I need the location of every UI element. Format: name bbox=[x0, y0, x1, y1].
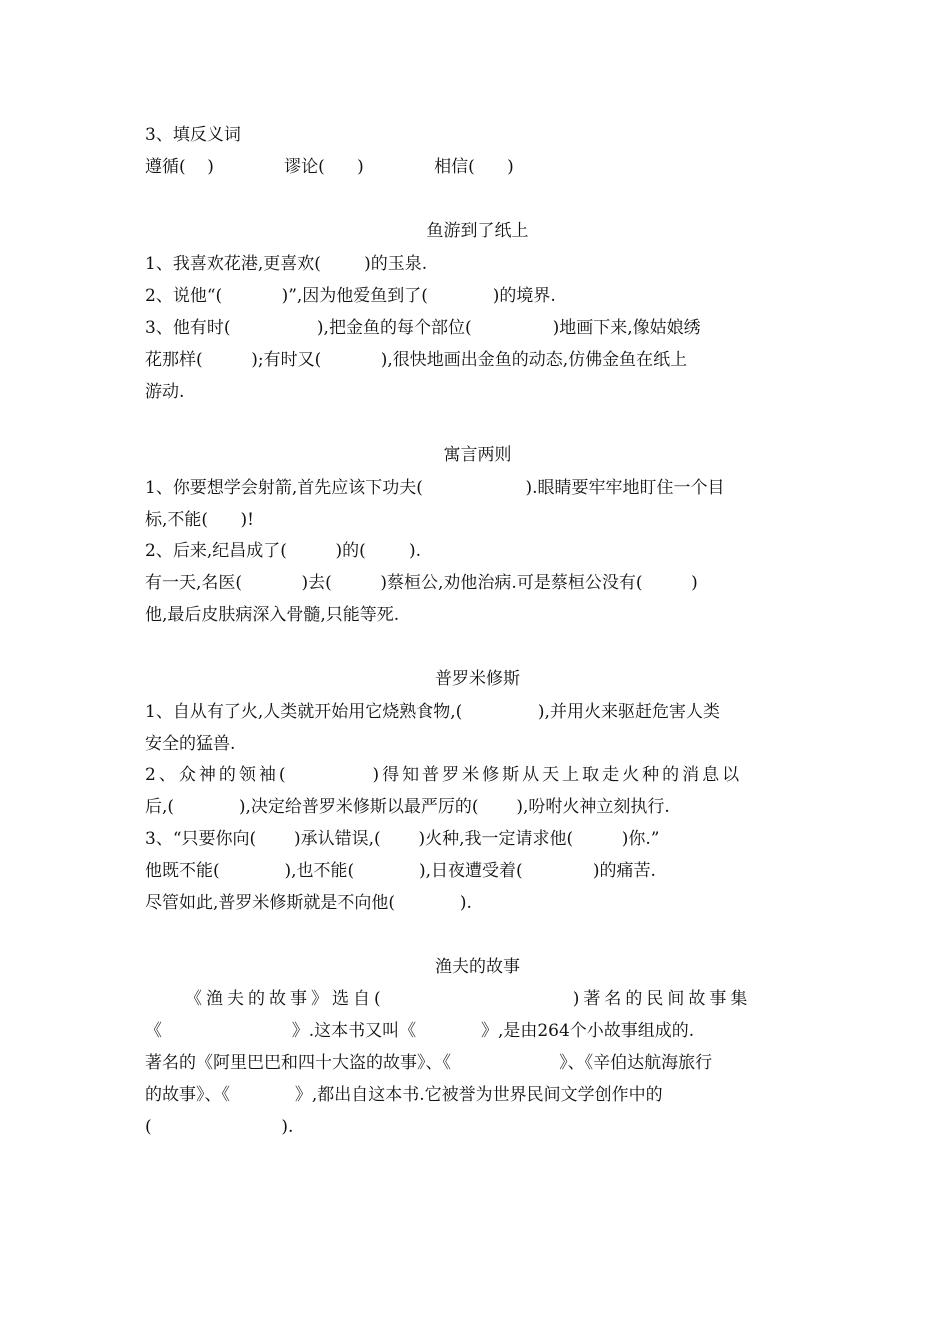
fish-question-1: 1、我喜欢花港,更喜欢( )的玉泉. bbox=[145, 254, 428, 274]
fish-question-3-line-2: 花那样( );有时又( ),很快地画出金鱼的动态,仿佛金鱼在纸上 bbox=[145, 350, 688, 370]
fables-question-2-line-1: 2、后来,纪昌成了( )的( ). bbox=[145, 541, 422, 561]
prometheus-question-2-line-1: 2、众神的领袖( )得知普罗米修斯从天上取走火种的消息以 bbox=[145, 765, 743, 785]
fish-section-title: 鱼游到了纸上 bbox=[426, 221, 529, 241]
prometheus-question-2-line-2: 后,( ),决定给普罗米修斯以最严厉的( ),吩咐火神立刻执行. bbox=[145, 797, 670, 817]
fisherman-section-title: 渔夫的故事 bbox=[435, 957, 520, 977]
fisherman-paragraph-line-1: 《渔夫的故事》选自( )著名的民间故事集 bbox=[185, 989, 752, 1009]
prometheus-question-3-line-3: 尽管如此,普罗米修斯就是不向他( ). bbox=[145, 893, 472, 913]
fables-question-2-line-2: 有一天,名医( )去( )蔡桓公,劝他治病.可是蔡桓公没有( ) bbox=[145, 573, 698, 593]
fables-question-2-line-3: 他,最后皮肤病深入骨髓,只能等死. bbox=[145, 605, 400, 625]
prometheus-question-1-line-1: 1、自从有了火,人类就开始用它烧熟食物,( ),并用火来驱赶危害人类 bbox=[145, 702, 720, 722]
fables-question-1-line-2: 标,不能( )! bbox=[145, 510, 254, 530]
fish-question-3-line-3: 游动. bbox=[145, 382, 185, 402]
fisherman-paragraph-line-5: ( ). bbox=[145, 1117, 294, 1137]
prometheus-question-1-line-2: 安全的猛兽. bbox=[145, 734, 236, 754]
antonyms-title: 3、填反义词 bbox=[145, 125, 241, 145]
fables-section-title: 寓言两则 bbox=[443, 445, 512, 465]
fish-question-2: 2、说他“( )”,因为他爱鱼到了( )的境界. bbox=[145, 286, 556, 306]
antonyms-line: 遵循( ) 谬论( ) 相信( ) bbox=[145, 157, 514, 177]
prometheus-question-3-line-2: 他既不能( ),也不能( ),日夜遭受着( )的痛苦. bbox=[145, 861, 656, 881]
fables-question-1-line-1: 1、你要想学会射箭,首先应该下功夫( ).眼睛要牢牢地盯住一个目 bbox=[145, 478, 725, 498]
fisherman-paragraph-line-3: 著名的《阿里巴巴和四十大盗的故事》、《 》、《辛伯达航海旅行 bbox=[145, 1053, 713, 1073]
fish-question-3-line-1: 3、他有时( ),把金鱼的每个部位( )地画下来,像姑娘绣 bbox=[145, 318, 701, 338]
prometheus-section-title: 普罗米修斯 bbox=[435, 669, 520, 689]
prometheus-question-3-line-1: 3、“只要你向( )承认错误,( )火种,我一定请求他( )你.” bbox=[145, 829, 660, 849]
fisherman-paragraph-line-4: 的故事》、《 》,都出自这本书.它被誉为世界民间文学创作中的 bbox=[145, 1085, 663, 1105]
fisherman-paragraph-line-2: 《 》.这本书又叫《 》,是由264个小故事组成的. bbox=[145, 1021, 695, 1041]
